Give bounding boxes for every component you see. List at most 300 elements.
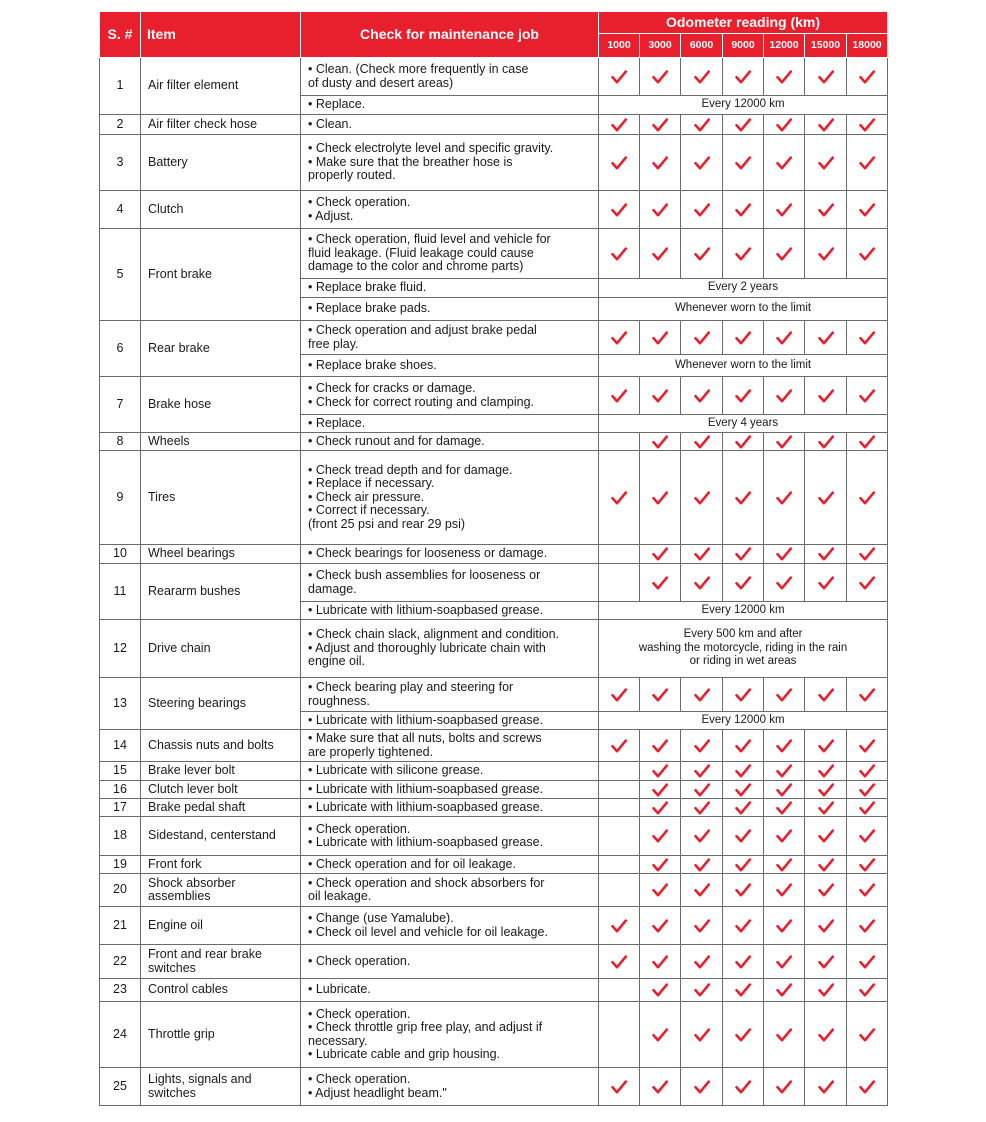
check-cell-6000 [681, 135, 723, 191]
check-cell-15000 [805, 979, 847, 1002]
check-cell-18000 [847, 678, 888, 712]
table-row [100, 564, 888, 602]
check-mark-icon [818, 801, 834, 815]
check-mark-icon [859, 331, 875, 345]
check-cell-15000 [805, 874, 847, 907]
job-line: • Lubricate with lithium-soapbased grease. [308, 712, 544, 727]
check-cell-6000 [681, 730, 723, 762]
item-number: 18 [100, 817, 141, 856]
check-mark-icon [859, 156, 875, 170]
check-mark-icon [652, 688, 668, 702]
check-cell-1000 [599, 799, 640, 817]
check-cell-12000 [764, 678, 805, 712]
check-cell-15000 [805, 115, 847, 135]
check-cell-9000 [723, 945, 764, 979]
job-line: necessary. [308, 1033, 368, 1048]
job-line: • Check operation and adjust brake pedal [308, 323, 537, 337]
check-mark-icon [611, 118, 627, 132]
check-mark-icon [694, 983, 710, 997]
item-number: 8 [100, 433, 141, 451]
check-cell-3000 [640, 856, 681, 874]
interval-note-line: Every 12000 km [701, 98, 785, 111]
check-cell-3000 [640, 191, 681, 229]
check-cell-3000 [640, 229, 681, 279]
check-cell-6000 [681, 979, 723, 1002]
check-cell-1000 [599, 979, 640, 1002]
check-cell-3000 [640, 907, 681, 945]
job-line: (front 25 psi and rear 29 psi) [308, 516, 466, 531]
check-mark-icon [859, 1080, 875, 1094]
check-cell-15000 [805, 433, 847, 451]
check-cell-6000 [681, 817, 723, 856]
check-cell-12000 [764, 907, 805, 945]
check-cell-3000 [640, 564, 681, 602]
job-line: • Check operation and for oil leakage. [308, 856, 516, 871]
maintenance-job [301, 817, 599, 856]
table-row [100, 874, 888, 907]
check-mark-icon [694, 331, 710, 345]
interval-note-line: Every 12000 km [701, 713, 785, 726]
check-mark-icon [776, 547, 792, 561]
table-row [100, 433, 888, 451]
check-mark-icon [611, 203, 627, 217]
check-cell-15000 [805, 856, 847, 874]
check-cell-12000 [764, 321, 805, 355]
check-cell-1000 [599, 1068, 640, 1106]
check-cell-9000 [723, 58, 764, 96]
check-cell-6000 [681, 229, 723, 279]
check-mark-icon [818, 576, 834, 590]
job-line: • Clean. [308, 116, 352, 131]
maintenance-job [301, 564, 599, 602]
interval-note [599, 279, 888, 298]
job-line: • Adjust. [308, 208, 354, 223]
check-cell-1000 [599, 135, 640, 191]
check-mark-icon [776, 801, 792, 815]
check-cell-12000 [764, 1002, 805, 1068]
maintenance-job [301, 762, 599, 781]
check-cell-12000 [764, 730, 805, 762]
check-mark-icon [859, 389, 875, 403]
job-line: properly routed. [308, 168, 396, 183]
check-mark-icon [818, 547, 834, 561]
check-mark-icon [652, 764, 668, 778]
check-mark-icon [818, 247, 834, 261]
check-mark-icon [694, 547, 710, 561]
item-number: 22 [100, 945, 141, 979]
check-cell-18000 [847, 377, 888, 415]
job-line: • Change (use Yamalube). [308, 911, 454, 925]
check-cell-15000 [805, 545, 847, 564]
check-cell-9000 [723, 762, 764, 781]
job-line: free play. [308, 336, 359, 351]
item-number: 15 [100, 762, 141, 781]
item-number: 21 [100, 907, 141, 945]
check-mark-icon [818, 688, 834, 702]
check-cell-1000 [599, 433, 640, 451]
maintenance-job [301, 979, 599, 1002]
check-cell-12000 [764, 856, 805, 874]
check-cell-9000 [723, 451, 764, 545]
maintenance-job [301, 1002, 599, 1068]
check-cell-9000 [723, 730, 764, 762]
check-mark-icon [652, 983, 668, 997]
check-mark-icon [735, 547, 751, 561]
check-mark-icon [776, 858, 792, 872]
item-name: Brake lever bolt [141, 762, 301, 781]
check-cell-18000 [847, 781, 888, 799]
table-row [100, 620, 888, 678]
check-mark-icon [776, 919, 792, 933]
check-mark-icon [694, 858, 710, 872]
interval-note [599, 96, 888, 115]
check-mark-icon [611, 688, 627, 702]
check-mark-icon [776, 783, 792, 797]
check-cell-6000 [681, 945, 723, 979]
check-mark-icon [859, 955, 875, 969]
check-cell-15000 [805, 907, 847, 945]
check-mark-icon [776, 331, 792, 345]
check-cell-18000 [847, 1068, 888, 1106]
maintenance-job [301, 730, 599, 762]
check-cell-6000 [681, 433, 723, 451]
job-line: engine oil. [308, 654, 365, 669]
table-row [100, 191, 888, 229]
check-mark-icon [735, 70, 751, 84]
check-mark-icon [694, 491, 710, 505]
item-name: Lights, signals and switches [141, 1068, 301, 1106]
check-mark-icon [735, 919, 751, 933]
check-cell-1000 [599, 874, 640, 907]
check-cell-9000 [723, 229, 764, 279]
job-line: • Lubricate with silicone grease. [308, 763, 484, 778]
item-name: Brake hose [141, 377, 301, 433]
check-cell-15000 [805, 58, 847, 96]
maintenance-job [301, 545, 599, 564]
check-cell-15000 [805, 799, 847, 817]
check-mark-icon [776, 764, 792, 778]
interval-note [599, 712, 888, 730]
interval-note-line: Every 12000 km [701, 603, 785, 616]
check-cell-6000 [681, 115, 723, 135]
check-mark-icon [694, 1028, 710, 1042]
check-mark-icon [694, 156, 710, 170]
check-mark-icon [611, 491, 627, 505]
job-line: • Lubricate with lithium-soapbased grease. [308, 602, 544, 617]
check-mark-icon [652, 491, 668, 505]
check-cell-1000 [599, 564, 640, 602]
check-mark-icon [818, 764, 834, 778]
header-km-1000: 1000 [599, 34, 640, 58]
check-cell-6000 [681, 377, 723, 415]
job-line: • Check oil level and vehicle for oil leakage. [308, 924, 548, 939]
check-cell-6000 [681, 856, 723, 874]
check-mark-icon [611, 739, 627, 753]
job-line: • Check tread depth and for damage. [308, 462, 513, 477]
item-name: Wheel bearings [141, 545, 301, 564]
check-mark-icon [652, 955, 668, 969]
check-mark-icon [735, 491, 751, 505]
item-number: 23 [100, 979, 141, 1002]
check-mark-icon [859, 983, 875, 997]
check-cell-12000 [764, 762, 805, 781]
check-mark-icon [735, 883, 751, 897]
check-mark-icon [776, 829, 792, 843]
check-mark-icon [735, 118, 751, 132]
check-mark-icon [818, 203, 834, 217]
check-mark-icon [694, 576, 710, 590]
maintenance-job [301, 781, 599, 799]
check-mark-icon [818, 829, 834, 843]
maintenance-job [301, 377, 599, 415]
check-cell-15000 [805, 781, 847, 799]
header-km-6000: 6000 [681, 34, 723, 58]
check-mark-icon [859, 829, 875, 843]
check-cell-12000 [764, 115, 805, 135]
maintenance-job [301, 874, 599, 907]
check-mark-icon [694, 118, 710, 132]
check-cell-18000 [847, 799, 888, 817]
item-number: 4 [100, 191, 141, 229]
item-number: 20 [100, 874, 141, 907]
check-mark-icon [694, 883, 710, 897]
check-mark-icon [818, 156, 834, 170]
check-cell-6000 [681, 762, 723, 781]
check-cell-15000 [805, 817, 847, 856]
table-row [100, 1068, 888, 1106]
check-mark-icon [735, 764, 751, 778]
job-line: • Check runout and for damage. [308, 433, 485, 448]
check-mark-icon [735, 156, 751, 170]
check-cell-18000 [847, 58, 888, 96]
item-name: Clutch lever bolt [141, 781, 301, 799]
job-line: • Lubricate with lithium-soapbased grease. [308, 799, 544, 814]
table-row [100, 115, 888, 135]
check-cell-9000 [723, 564, 764, 602]
check-mark-icon [735, 955, 751, 969]
check-mark-icon [735, 203, 751, 217]
job-line: • Make sure that all nuts, bolts and screws [308, 731, 542, 745]
item-name: Clutch [141, 191, 301, 229]
check-cell-9000 [723, 799, 764, 817]
check-mark-icon [776, 389, 792, 403]
header-job: Check for maintenance job [301, 12, 599, 58]
header-km-12000: 12000 [764, 34, 805, 58]
check-cell-1000 [599, 907, 640, 945]
maintenance-job [301, 58, 599, 96]
check-cell-18000 [847, 762, 888, 781]
check-mark-icon [776, 70, 792, 84]
check-mark-icon [859, 764, 875, 778]
job-line: • Lubricate cable and grip housing. [308, 1047, 501, 1061]
maintenance-job [301, 135, 599, 191]
maintenance-job [301, 229, 599, 279]
check-cell-18000 [847, 730, 888, 762]
check-cell-12000 [764, 564, 805, 602]
job-line: • Make sure that the breather hose is [308, 154, 513, 169]
job-line: • Replace if necessary. [308, 476, 435, 491]
table-row [100, 678, 888, 712]
check-cell-9000 [723, 1068, 764, 1106]
check-cell-9000 [723, 377, 764, 415]
check-cell-15000 [805, 1002, 847, 1068]
check-mark-icon [652, 156, 668, 170]
job-line: • Replace. [308, 97, 366, 112]
check-mark-icon [694, 783, 710, 797]
check-cell-18000 [847, 1002, 888, 1068]
check-mark-icon [694, 70, 710, 84]
job-line: • Correct if necessary. [308, 503, 430, 518]
check-mark-icon [611, 247, 627, 261]
table-row [100, 945, 888, 979]
item-name: Front fork [141, 856, 301, 874]
check-cell-9000 [723, 433, 764, 451]
check-mark-icon [652, 829, 668, 843]
maintenance-job [301, 415, 599, 433]
check-cell-18000 [847, 545, 888, 564]
check-mark-icon [859, 247, 875, 261]
check-mark-icon [652, 118, 668, 132]
check-mark-icon [694, 801, 710, 815]
check-mark-icon [776, 156, 792, 170]
check-cell-1000 [599, 58, 640, 96]
item-number: 2 [100, 115, 141, 135]
item-name: Control cables [141, 979, 301, 1002]
check-cell-3000 [640, 58, 681, 96]
check-mark-icon [859, 118, 875, 132]
check-mark-icon [735, 576, 751, 590]
check-cell-12000 [764, 781, 805, 799]
check-mark-icon [735, 1028, 751, 1042]
item-name: Air filter check hose [141, 115, 301, 135]
interval-note-line: Whenever worn to the limit [674, 302, 812, 315]
table-row [100, 58, 888, 96]
header-km-18000: 18000 [847, 34, 888, 58]
job-line: of dusty and desert areas) [308, 75, 454, 90]
check-mark-icon [652, 576, 668, 590]
item-name: Front brake [141, 229, 301, 321]
maintenance-job [301, 191, 599, 229]
item-number: 12 [100, 620, 141, 678]
item-number: 9 [100, 451, 141, 545]
job-line: • Check bearings for looseness or damage. [308, 546, 548, 561]
check-mark-icon [776, 883, 792, 897]
check-mark-icon [818, 955, 834, 969]
check-cell-3000 [640, 799, 681, 817]
check-cell-3000 [640, 321, 681, 355]
check-mark-icon [859, 883, 875, 897]
check-cell-6000 [681, 799, 723, 817]
check-cell-15000 [805, 191, 847, 229]
table-row [100, 817, 888, 856]
job-line: • Lubricate. [308, 982, 371, 997]
header-sn: S. # [100, 12, 141, 58]
job-line: are properly tightened. [308, 744, 434, 759]
check-cell-12000 [764, 545, 805, 564]
check-mark-icon [735, 739, 751, 753]
check-mark-icon [652, 331, 668, 345]
job-line: • Clean. (Check more frequently in case [308, 62, 529, 76]
check-cell-18000 [847, 433, 888, 451]
table-body [100, 58, 888, 1106]
header-km-9000: 9000 [723, 34, 764, 58]
check-cell-18000 [847, 321, 888, 355]
check-mark-icon [776, 739, 792, 753]
job-line: • Check electrolyte level and specific gravity. [308, 141, 554, 156]
item-number: 5 [100, 229, 141, 321]
job-line: • Adjust headlight beam." [308, 1085, 447, 1100]
check-cell-15000 [805, 229, 847, 279]
table-row [100, 1002, 888, 1068]
check-cell-9000 [723, 817, 764, 856]
check-cell-3000 [640, 1068, 681, 1106]
check-cell-18000 [847, 979, 888, 1002]
check-cell-1000 [599, 451, 640, 545]
check-cell-12000 [764, 58, 805, 96]
check-cell-3000 [640, 545, 681, 564]
check-mark-icon [818, 435, 834, 449]
check-mark-icon [818, 389, 834, 403]
job-line: • Check bush assemblies for looseness or [308, 568, 541, 582]
check-mark-icon [859, 688, 875, 702]
check-cell-9000 [723, 856, 764, 874]
check-mark-icon [776, 576, 792, 590]
check-mark-icon [776, 1080, 792, 1094]
check-mark-icon [694, 203, 710, 217]
item-name: Brake pedal shaft [141, 799, 301, 817]
maintenance-job [301, 96, 599, 115]
check-mark-icon [735, 331, 751, 345]
interval-note [599, 602, 888, 620]
check-mark-icon [818, 118, 834, 132]
item-number: 24 [100, 1002, 141, 1068]
table-row [100, 545, 888, 564]
check-mark-icon [859, 435, 875, 449]
check-cell-12000 [764, 135, 805, 191]
job-line: • Check operation, fluid level and vehicle for [308, 232, 551, 247]
check-cell-6000 [681, 1002, 723, 1068]
item-number: 13 [100, 678, 141, 730]
header-item: Item [141, 12, 301, 58]
item-number: 25 [100, 1068, 141, 1106]
item-number: 10 [100, 545, 141, 564]
check-cell-1000 [599, 321, 640, 355]
check-cell-15000 [805, 321, 847, 355]
interval-note-line: Every 2 years [707, 281, 779, 294]
check-cell-15000 [805, 451, 847, 545]
check-cell-12000 [764, 1068, 805, 1106]
check-mark-icon [818, 331, 834, 345]
check-cell-9000 [723, 1002, 764, 1068]
item-number: 7 [100, 377, 141, 433]
check-cell-1000 [599, 856, 640, 874]
check-cell-1000 [599, 945, 640, 979]
check-cell-1000 [599, 730, 640, 762]
check-cell-9000 [723, 135, 764, 191]
check-mark-icon [611, 919, 627, 933]
check-cell-12000 [764, 799, 805, 817]
check-cell-15000 [805, 1068, 847, 1106]
check-cell-3000 [640, 945, 681, 979]
check-cell-9000 [723, 678, 764, 712]
check-mark-icon [818, 1028, 834, 1042]
table-row [100, 762, 888, 781]
check-mark-icon [859, 919, 875, 933]
job-line: • Check chain slack, alignment and condition. [308, 627, 560, 642]
check-mark-icon [859, 576, 875, 590]
check-mark-icon [694, 919, 710, 933]
job-line: • Check for cracks or damage. [308, 381, 476, 395]
